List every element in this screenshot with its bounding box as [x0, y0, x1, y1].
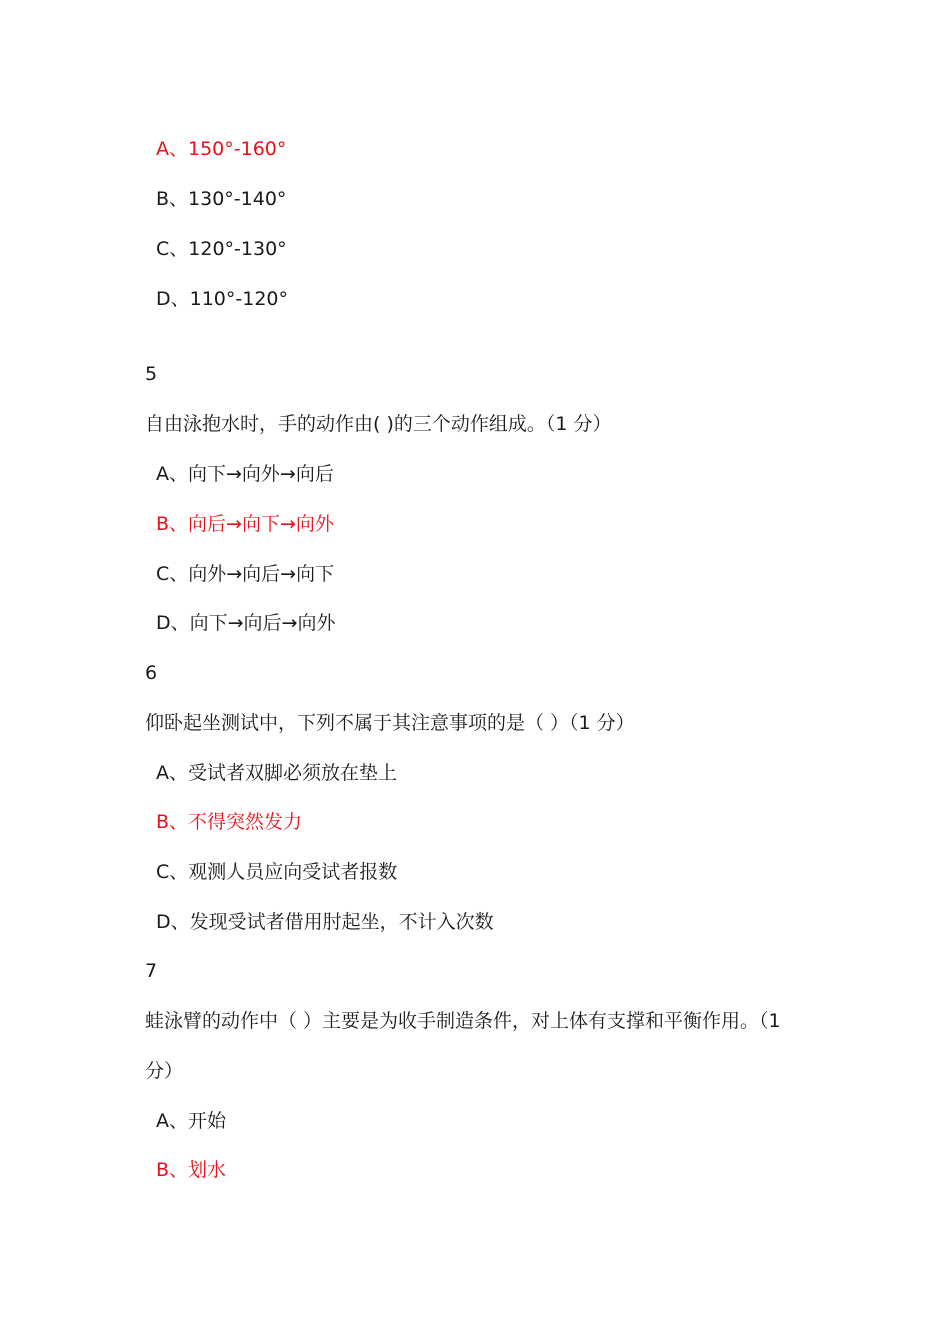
- q6-option-d: D、发现受试者借用肘起坐，不计入次数: [156, 911, 494, 933]
- q6-option-a: A、受试者双脚必须放在垫上: [156, 762, 397, 784]
- q7-stem-line1: 蛙泳臂的动作中（ ）主要是为收手制造条件，对上体有支撑和平衡作用。（1: [145, 1010, 781, 1032]
- q4-option-b: B、130°-140°: [156, 188, 287, 210]
- q4-option-a: A、150°-160°: [156, 138, 287, 160]
- q7-option-a: A、开始: [156, 1110, 226, 1132]
- q5-number: 5: [145, 363, 158, 385]
- q5-stem: 自由泳抱水时，手的动作由( )的三个动作组成。（1 分）: [145, 413, 612, 435]
- q6-option-c: C、观测人员应向受试者报数: [156, 861, 398, 883]
- q6-stem: 仰卧起坐测试中，下列不属于其注意事项的是（ ）（1 分）: [145, 712, 635, 734]
- q5-option-b: B、向后→向下→向外: [156, 513, 334, 535]
- q4-option-d: D、110°-120°: [156, 288, 289, 310]
- q6-option-b: B、不得突然发力: [156, 811, 303, 833]
- q6-number: 6: [145, 662, 158, 684]
- q4-option-c: C、120°-130°: [156, 238, 287, 260]
- q5-option-d: D、向下→向后→向外: [156, 612, 336, 634]
- q5-option-c: C、向外→向后→向下: [156, 563, 335, 585]
- q7-option-b: B、划水: [156, 1159, 227, 1181]
- q7-number: 7: [145, 960, 158, 982]
- q5-option-a: A、向下→向外→向后: [156, 463, 334, 485]
- q7-stem-line2: 分）: [145, 1060, 184, 1082]
